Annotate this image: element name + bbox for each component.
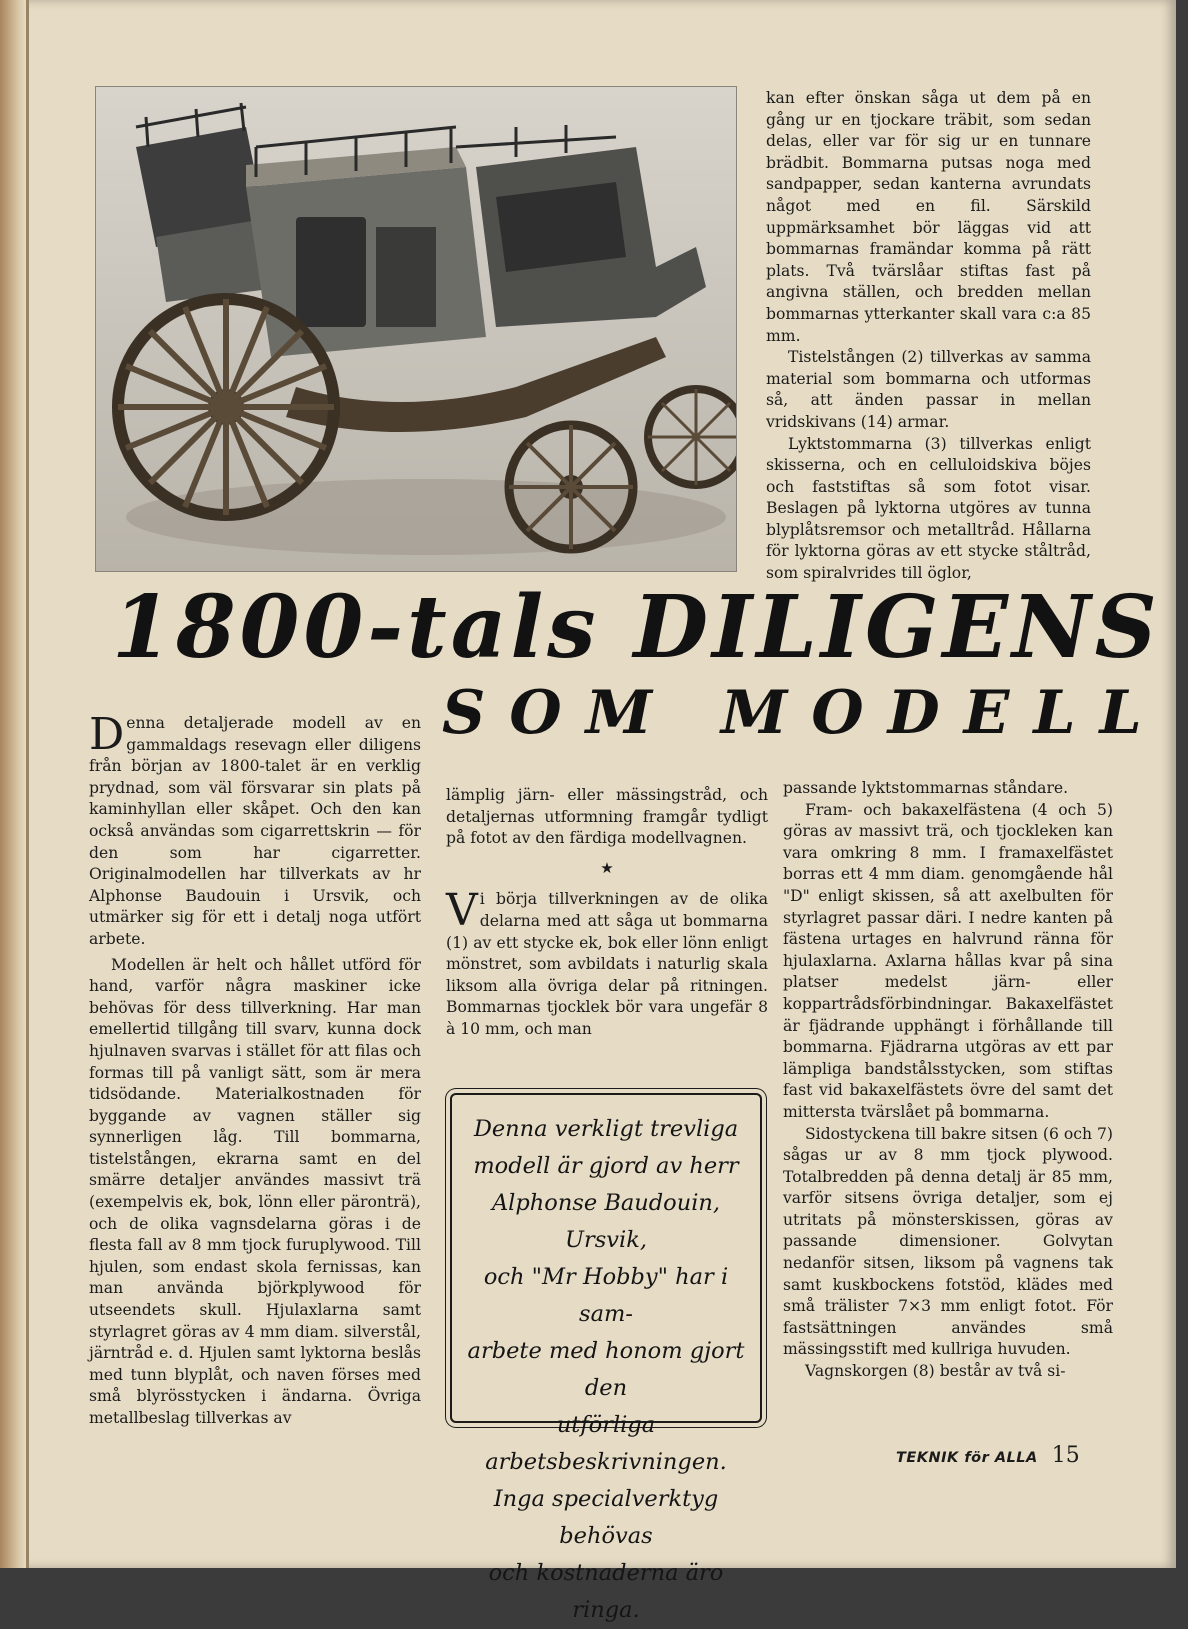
paragraph: passande lyktstommarnas ståndare.: [783, 779, 1069, 797]
box-line: Inga specialverktyg behövas: [493, 1486, 719, 1549]
paragraph: Sidostyckena till bakre sitsen (6 och 7) sågas ur av 8 mm tjock plywood. Totalbredden på denna detalj är 85 mm, varför sitsens övriga detaljer, som ej utritats på mönsterskissen, göras av passande dimensioner. Golvytan nedanför sitsen, liksom på vagnens tak samt kuskbockens fotstöd, klädes med små trälister 7×3 mm enligt fotot. För fastsättningen användes små mässingsstift med kullriga huvuden.: [783, 1124, 1113, 1359]
rear-wheel: [118, 299, 334, 515]
box-line: modell är gjord av herr: [473, 1153, 739, 1179]
drop-cap: D: [89, 709, 125, 760]
paragraph: Lyktstommarna (3) tillverkas enligt skisserna, och en celluloidskiva böjes och faststiftas så som fotot visar. Beslagen på lyktorna utgöres av tunna blyplåtsremsor och metalltråd. Hållarna för lyktorna göras av ett stycke ståltråd, som spiralvrides till öglor,: [766, 434, 1091, 583]
page-footer: [896, 1443, 1121, 1471]
star-divider: ★: [600, 858, 614, 877]
page-fold: [26, 0, 29, 1568]
paragraph: Fram- och bakaxelfästena (4 och 5) göras av massivt trä, och tjockleken kan vara omkring 8 mm. I framaxelfästet borras ett 4 mm diam. genomgående hål "D" enligt skissen, så att axelbulten för styrlagret passar däri. I nedre kanten på fästena urtages en halvrund ränna för hjulaxlarna. Axlarna hållas kvar på sina platser medelst järn- eller koppartrådsförbindningar. Bakaxelfästet är fjädrande upphängt i förhållande till bommarna. Fjädrarna utgöras av ett par lämpliga bandstålsstycken, som stiftas fast vid bakaxelfästets övre del samt det mittersta tvärslået på bommarna.: [783, 800, 1113, 1121]
column-1: [89, 709, 421, 1430]
headline-line-1: 1800-tals DILIGENS: [112, 577, 1161, 678]
carriage-photo: [95, 86, 737, 572]
box-line: och kostnaderna äro ringa.: [488, 1560, 724, 1623]
carriage-illustration: [96, 87, 736, 571]
info-box: [450, 1093, 762, 1623]
column-3: [783, 778, 1113, 1383]
front-wheel: [509, 425, 633, 549]
paragraph: kan efter önskan såga ut dem på en gång ur en tjockare träbit, som sedan delas, eller var för sig ur en tunnare brädbit. Bommarna putsas noga med sandpapper, sedan kanterna avrundats något med en fil. Särskild uppmärksamhet bör läggas vid att bommarnas framändar komma på rätt plats. Två tvärslåar stiftas fast på angivna ställen, och bredden mellan bommarnas ytterkanter skall vara c:a 85 mm.: [766, 89, 1091, 345]
box-line: och "Mr Hobby" har i sam-: [483, 1264, 729, 1327]
paragraph-text: i börja tillverkningen av de olika delarna med att såga ut bommarna (1) av ett stycke ek, bok eller lönn enligt mönstret, som avbildats i naturlig skala liksom alla övriga delar på ritningen. Bommarnas tjocklek bör vara ungefär 8 à 10 mm, och man: [446, 890, 768, 1038]
box-line: Denna verkligt trevliga: [473, 1116, 739, 1142]
paragraph: Vagnskorgen (8) består av två si-: [805, 1362, 1066, 1381]
column-2: [446, 785, 768, 1041]
paragraph: Modellen är helt och hållet utförd för hand, varför några maskiner icke behövas för dess tillverkning. Har man emellertid tillgång till svarv, kunna dock hjulnaven svarvas i stället för att filas och formas till på vanligt sätt, som är mera tidsödande. Materialkostnaden för byggande av vagnen ställer sig synnerligen låg. Till bommarna, tistelstången, ekrarna samt en del smärre detaljer användes massivt trä (exempelvis ek, bok, lönn eller päronträ), och de olika vagnsdelarna göras i de flesta fall av 8 mm tjock furuplywood. Till hjulen, som endast skola fernissas, kan man använda björkplywood för utseendets skull. Hjulaxlarna samt styrlagret göras av 4 mm diam. silverstål, järntråd e. d. Hjulen samt lyktorna beslås med tunn blyplåt, och naven förses med små blyrösstycken i ändarna. Övriga metallbeslag tillverkas av: [89, 955, 421, 1427]
paragraph: lämplig järn- eller mässingstråd, och detaljernas utformning framgår tydligt på fotot av den färdiga modellvagnen.: [446, 786, 768, 848]
paragraph-text: enna detaljerade modell av en gammaldags resevagn eller diligens från början av 1800-talet är en verklig prydnad, som väl försvarar sin plats på kaminhyllan eller skåpet. Och den kan också användas som cigarrettskrin — för den som har cigarretter. Originalmodellen har tillverkats av hr Alphonse Baudouin i Ursvik, och utmärker sig för ett i detalj noga utfört arbete.: [89, 714, 421, 948]
drop-cap: V: [446, 885, 478, 937]
column-top-right: [766, 88, 1091, 585]
box-line: arbete med honom gjort den: [467, 1338, 745, 1401]
box-line: utförliga arbetsbeskrivningen.: [485, 1412, 727, 1475]
headline-line-2: SOM MODELL: [442, 678, 1166, 748]
box-line: Alphonse Baudouin, Ursvik,: [491, 1190, 721, 1253]
magazine-name: TEKNIK för ALLA: [896, 1450, 1038, 1466]
paragraph: [446, 885, 768, 1040]
paragraph: Tistelstången (2) tillverkas av samma material som bommarna och utformas så, att änden passar in mellan vridskivans (14) armar.: [766, 348, 1091, 431]
previous-page-edge: [0, 0, 26, 1568]
page-number: 15: [1051, 1443, 1080, 1468]
paragraph: [89, 709, 421, 951]
